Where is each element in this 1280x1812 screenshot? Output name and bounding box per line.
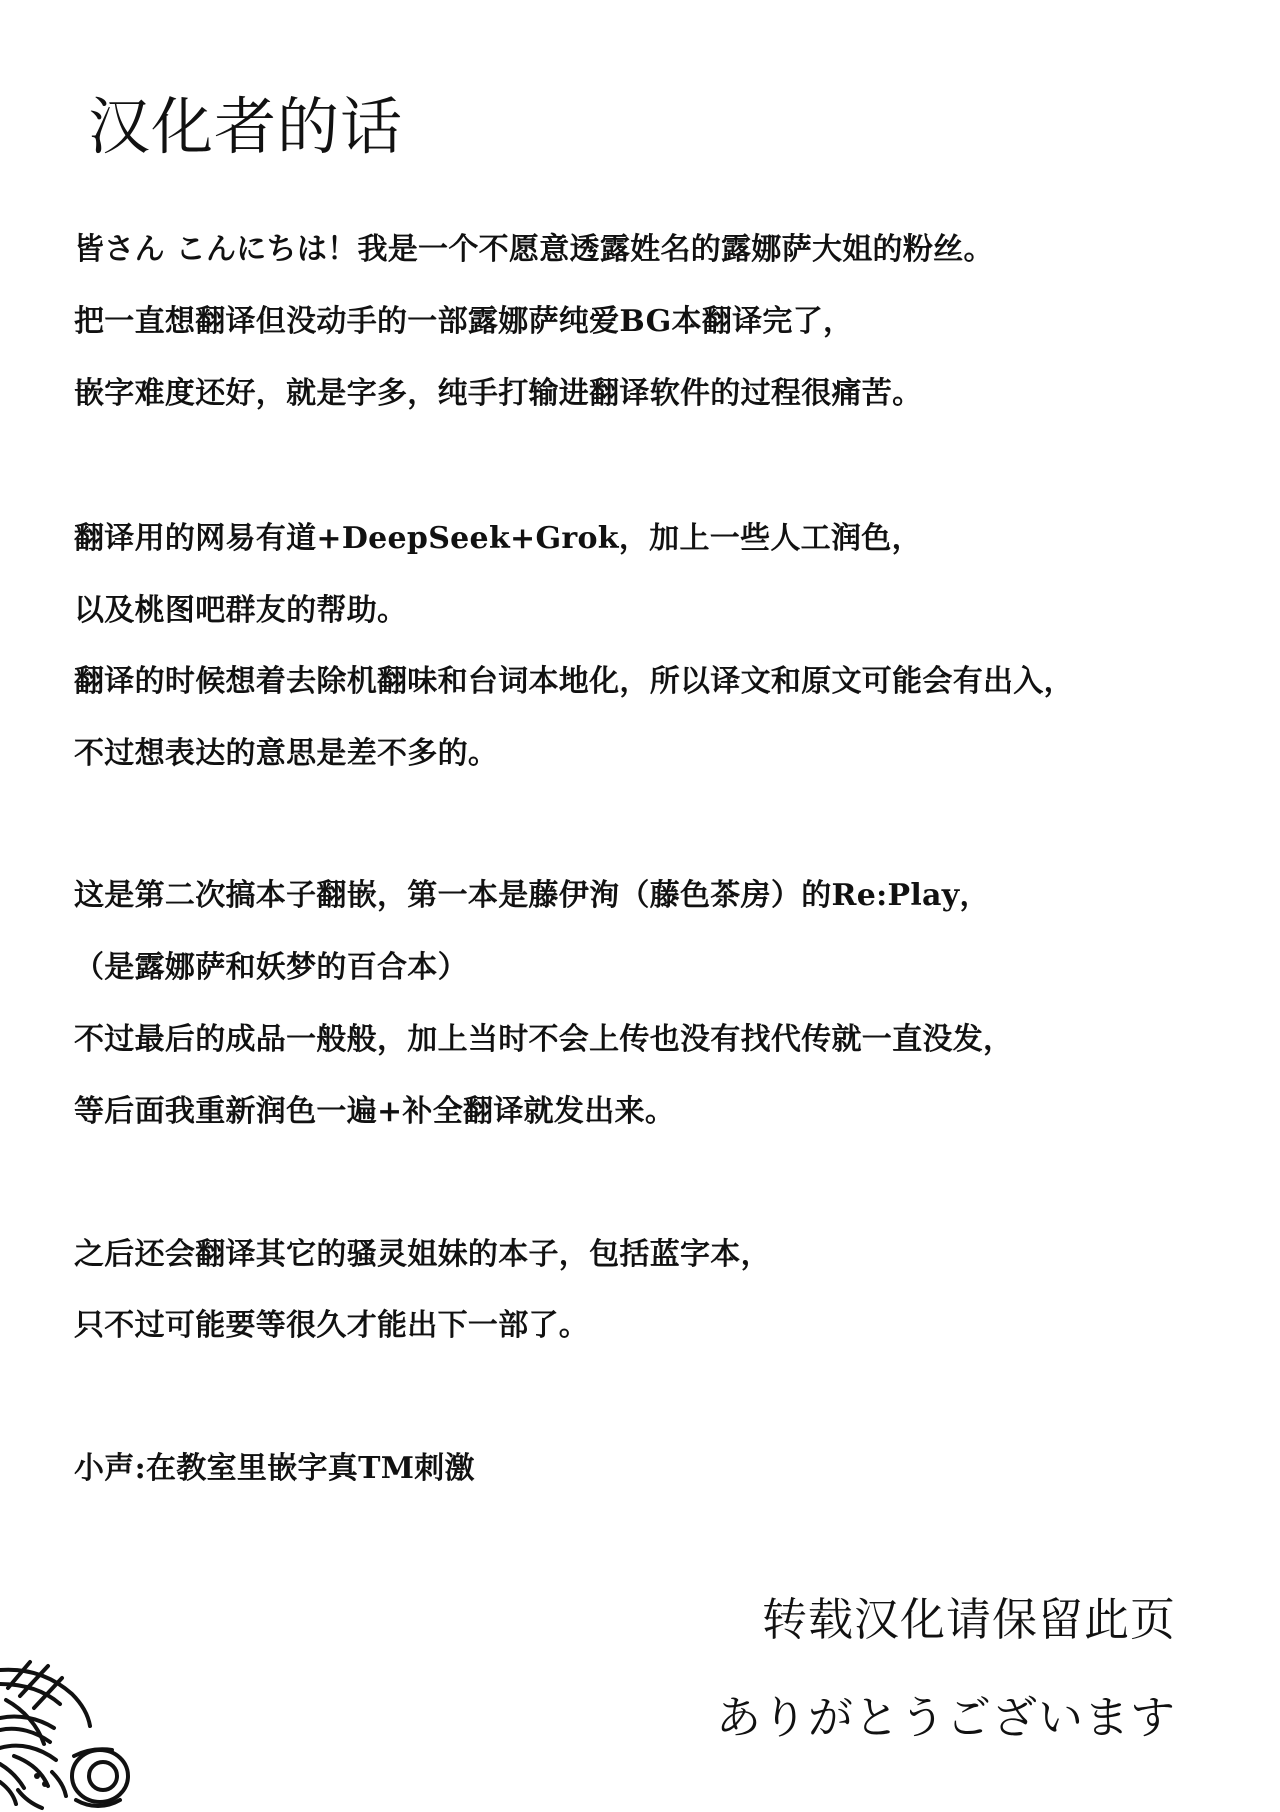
page-title: 汉化者的话	[88, 90, 404, 163]
note-line-3: 嵌字难度还好，就是字多，纯手打输进翻译软件的过程很痛苦。	[74, 376, 923, 411]
mascot-illustration-icon	[0, 1622, 150, 1812]
thanks-text: ありがとうございます	[715, 1691, 1176, 1744]
note-line-14: 小声:在教室里嵌字真TM刺激	[74, 1451, 475, 1486]
note-line-12: 之后还会翻译其它的骚灵姐妹的本子，包括蓝字本，	[74, 1237, 771, 1272]
note-line-9: （是露娜萨和妖梦的百合本）	[74, 950, 468, 985]
note-line-6: 翻译的时候想着去除机翻味和台词本地化，所以译文和原文可能会有出入，	[74, 664, 1074, 699]
note-line-10: 不过最后的成品一般般，加上当时不会上传也没有找代传就一直没发，	[74, 1022, 1014, 1057]
note-line-8: 这是第二次搞本子翻嵌，第一本是藤伊洵（藤色茶房）的Re:Play，	[74, 878, 990, 913]
note-line-4: 翻译用的网易有道+DeepSeek+Grok，加上一些人工润色，	[74, 521, 922, 556]
note-line-2: 把一直想翻译但没动手的一部露娜萨纯爱BG本翻译完了，	[74, 304, 854, 339]
note-line-13: 只不过可能要等很久才能出下一部了。	[74, 1308, 590, 1343]
note-line-7: 不过想表达的意思是差不多的。	[74, 736, 499, 771]
repost-notice: 转载汉化请保留此页	[761, 1593, 1176, 1646]
note-line-11: 等后面我重新润色一遍+补全翻译就发出来。	[74, 1094, 676, 1129]
note-line-5: 以及桃图吧群友的帮助。	[74, 593, 408, 628]
note-line-1: 皆さん こんにちは！我是一个不愿意透露姓名的露娜萨大姐的粉丝。	[74, 232, 994, 267]
